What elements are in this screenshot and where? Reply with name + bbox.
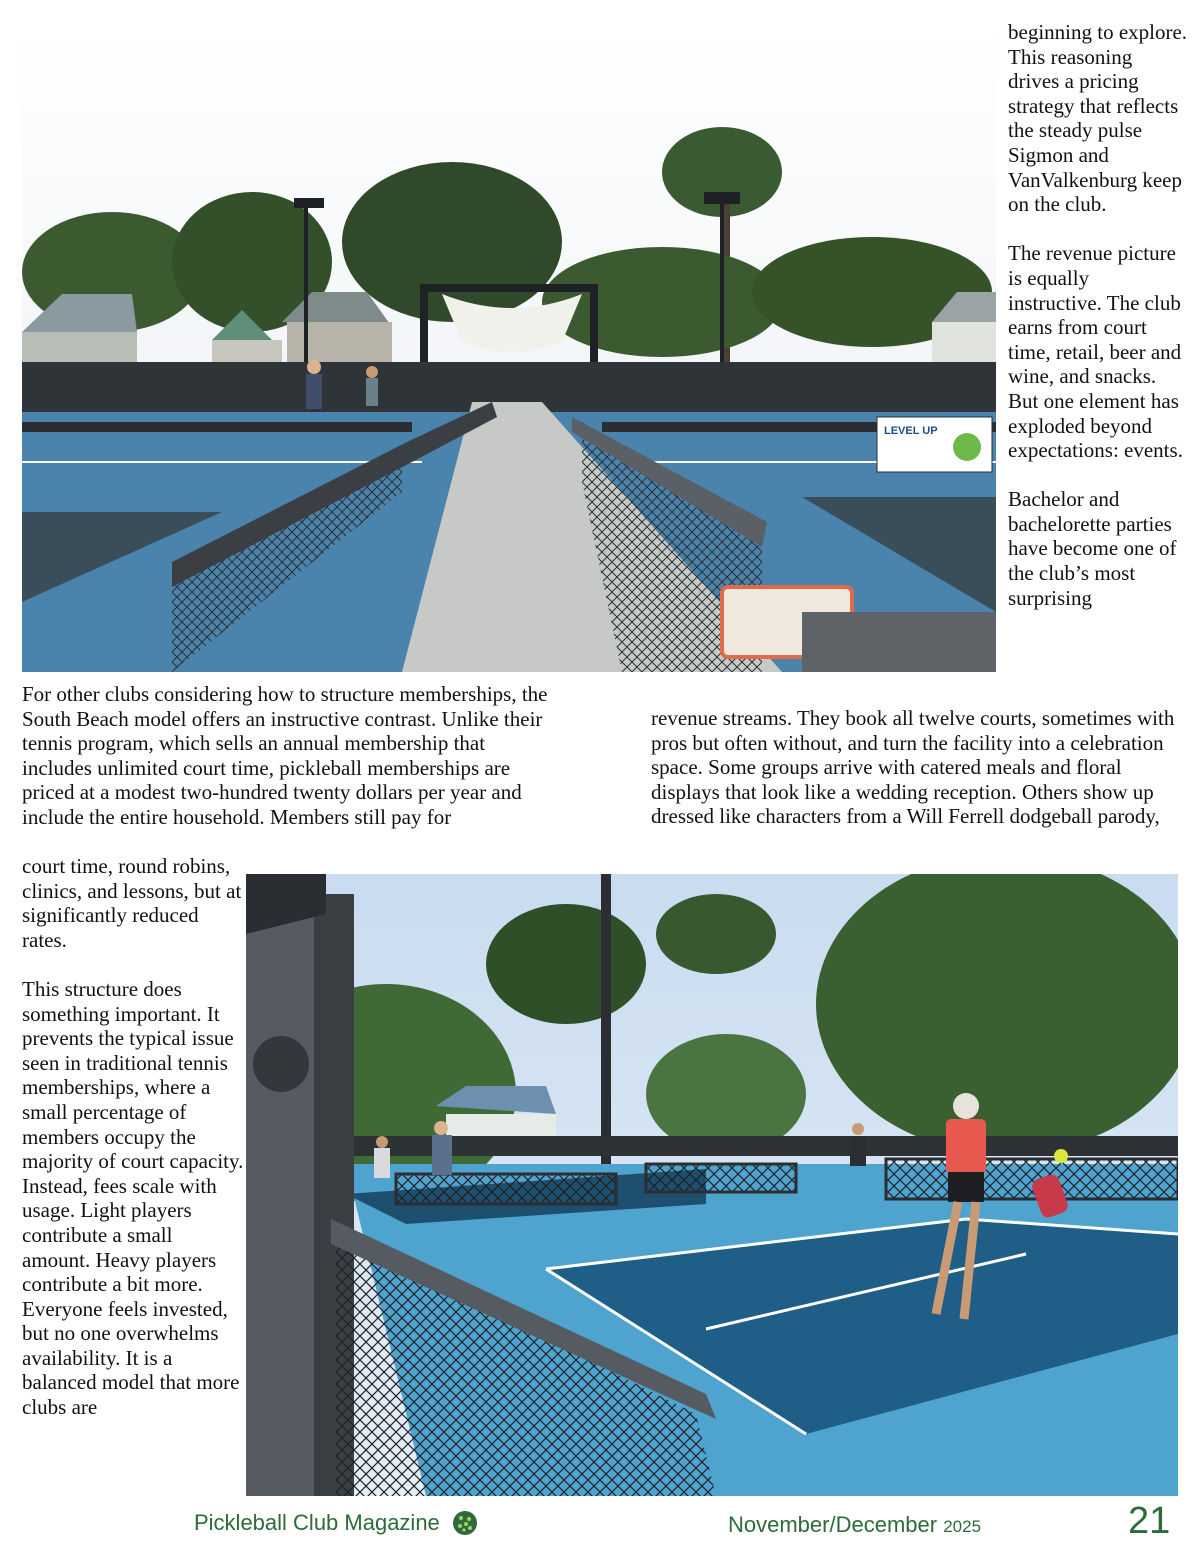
paragraph: The revenue picture is equally instructive. The club earns from court time, retail, beer and wine, and snacks. But one element has exploded beyond expectations: events. <box>1008 241 1183 463</box>
pickleball-icon <box>452 1510 478 1536</box>
footer-issue <box>728 1512 981 1538</box>
bottom-players-photo <box>246 874 1178 1496</box>
article-column-middle-right <box>651 706 1181 829</box>
issue-months: November/December <box>728 1512 938 1537</box>
level-up-sign-text: LEVEL UP <box>884 425 938 437</box>
paragraph: revenue streams. They book all twelve courts, sometimes with pros but often without, and turn the facility into a celebration space. Some groups arrive with catered meals and floral displays that look like a wedding reception. Others show up dressed like characters from a Will Ferrell dodgeball parody, <box>651 706 1175 829</box>
pickleball-players-photo <box>246 874 1178 1496</box>
article-column-top-right <box>1008 20 1188 610</box>
footer-magazine <box>194 1510 478 1536</box>
paragraph: This structure does something important. It prevents the typical issue seen in traditional tennis memberships, where a small percentage of members occupy the majority of court capacity. Instead, fees scale with usage. Light players contribute a small amount. Heavy players contribute a bit more. Everyone feels invested, but no one overwhelms availability. It is a balanced model that more clubs are <box>22 976 244 1420</box>
paragraph: court time, round robins, clinics, and lessons, but at significantly reduced rates. <box>22 854 242 952</box>
top-court-photo <box>22 22 996 672</box>
paragraph: Bachelor and bachelorette parties have become one of the club’s most surprising <box>1008 487 1177 610</box>
issue-year: 2025 <box>943 1517 982 1536</box>
magazine-name: Pickleball Club Magazine <box>194 1510 440 1535</box>
article-column-bottom-left <box>22 854 244 1420</box>
article-column-middle-left <box>22 682 560 830</box>
pickleball-courts-walkway-photo <box>22 22 996 672</box>
paragraph: beginning to explore. This reasoning drives a pricing strategy that reflects the steady pulse Sigmon and VanValkenburg keep on the club. <box>1008 20 1188 217</box>
paragraph: For other clubs considering how to structure memberships, the South Beach model offers an instructive contrast. Unlike their tennis program, which sells an annual membership that includes unlimited court time, pickleball memberships are priced at a modest two-hundred twenty dollars per year and include the entire household. Members still pay for <box>22 682 548 829</box>
page-number: 21 <box>1128 1500 1171 1542</box>
